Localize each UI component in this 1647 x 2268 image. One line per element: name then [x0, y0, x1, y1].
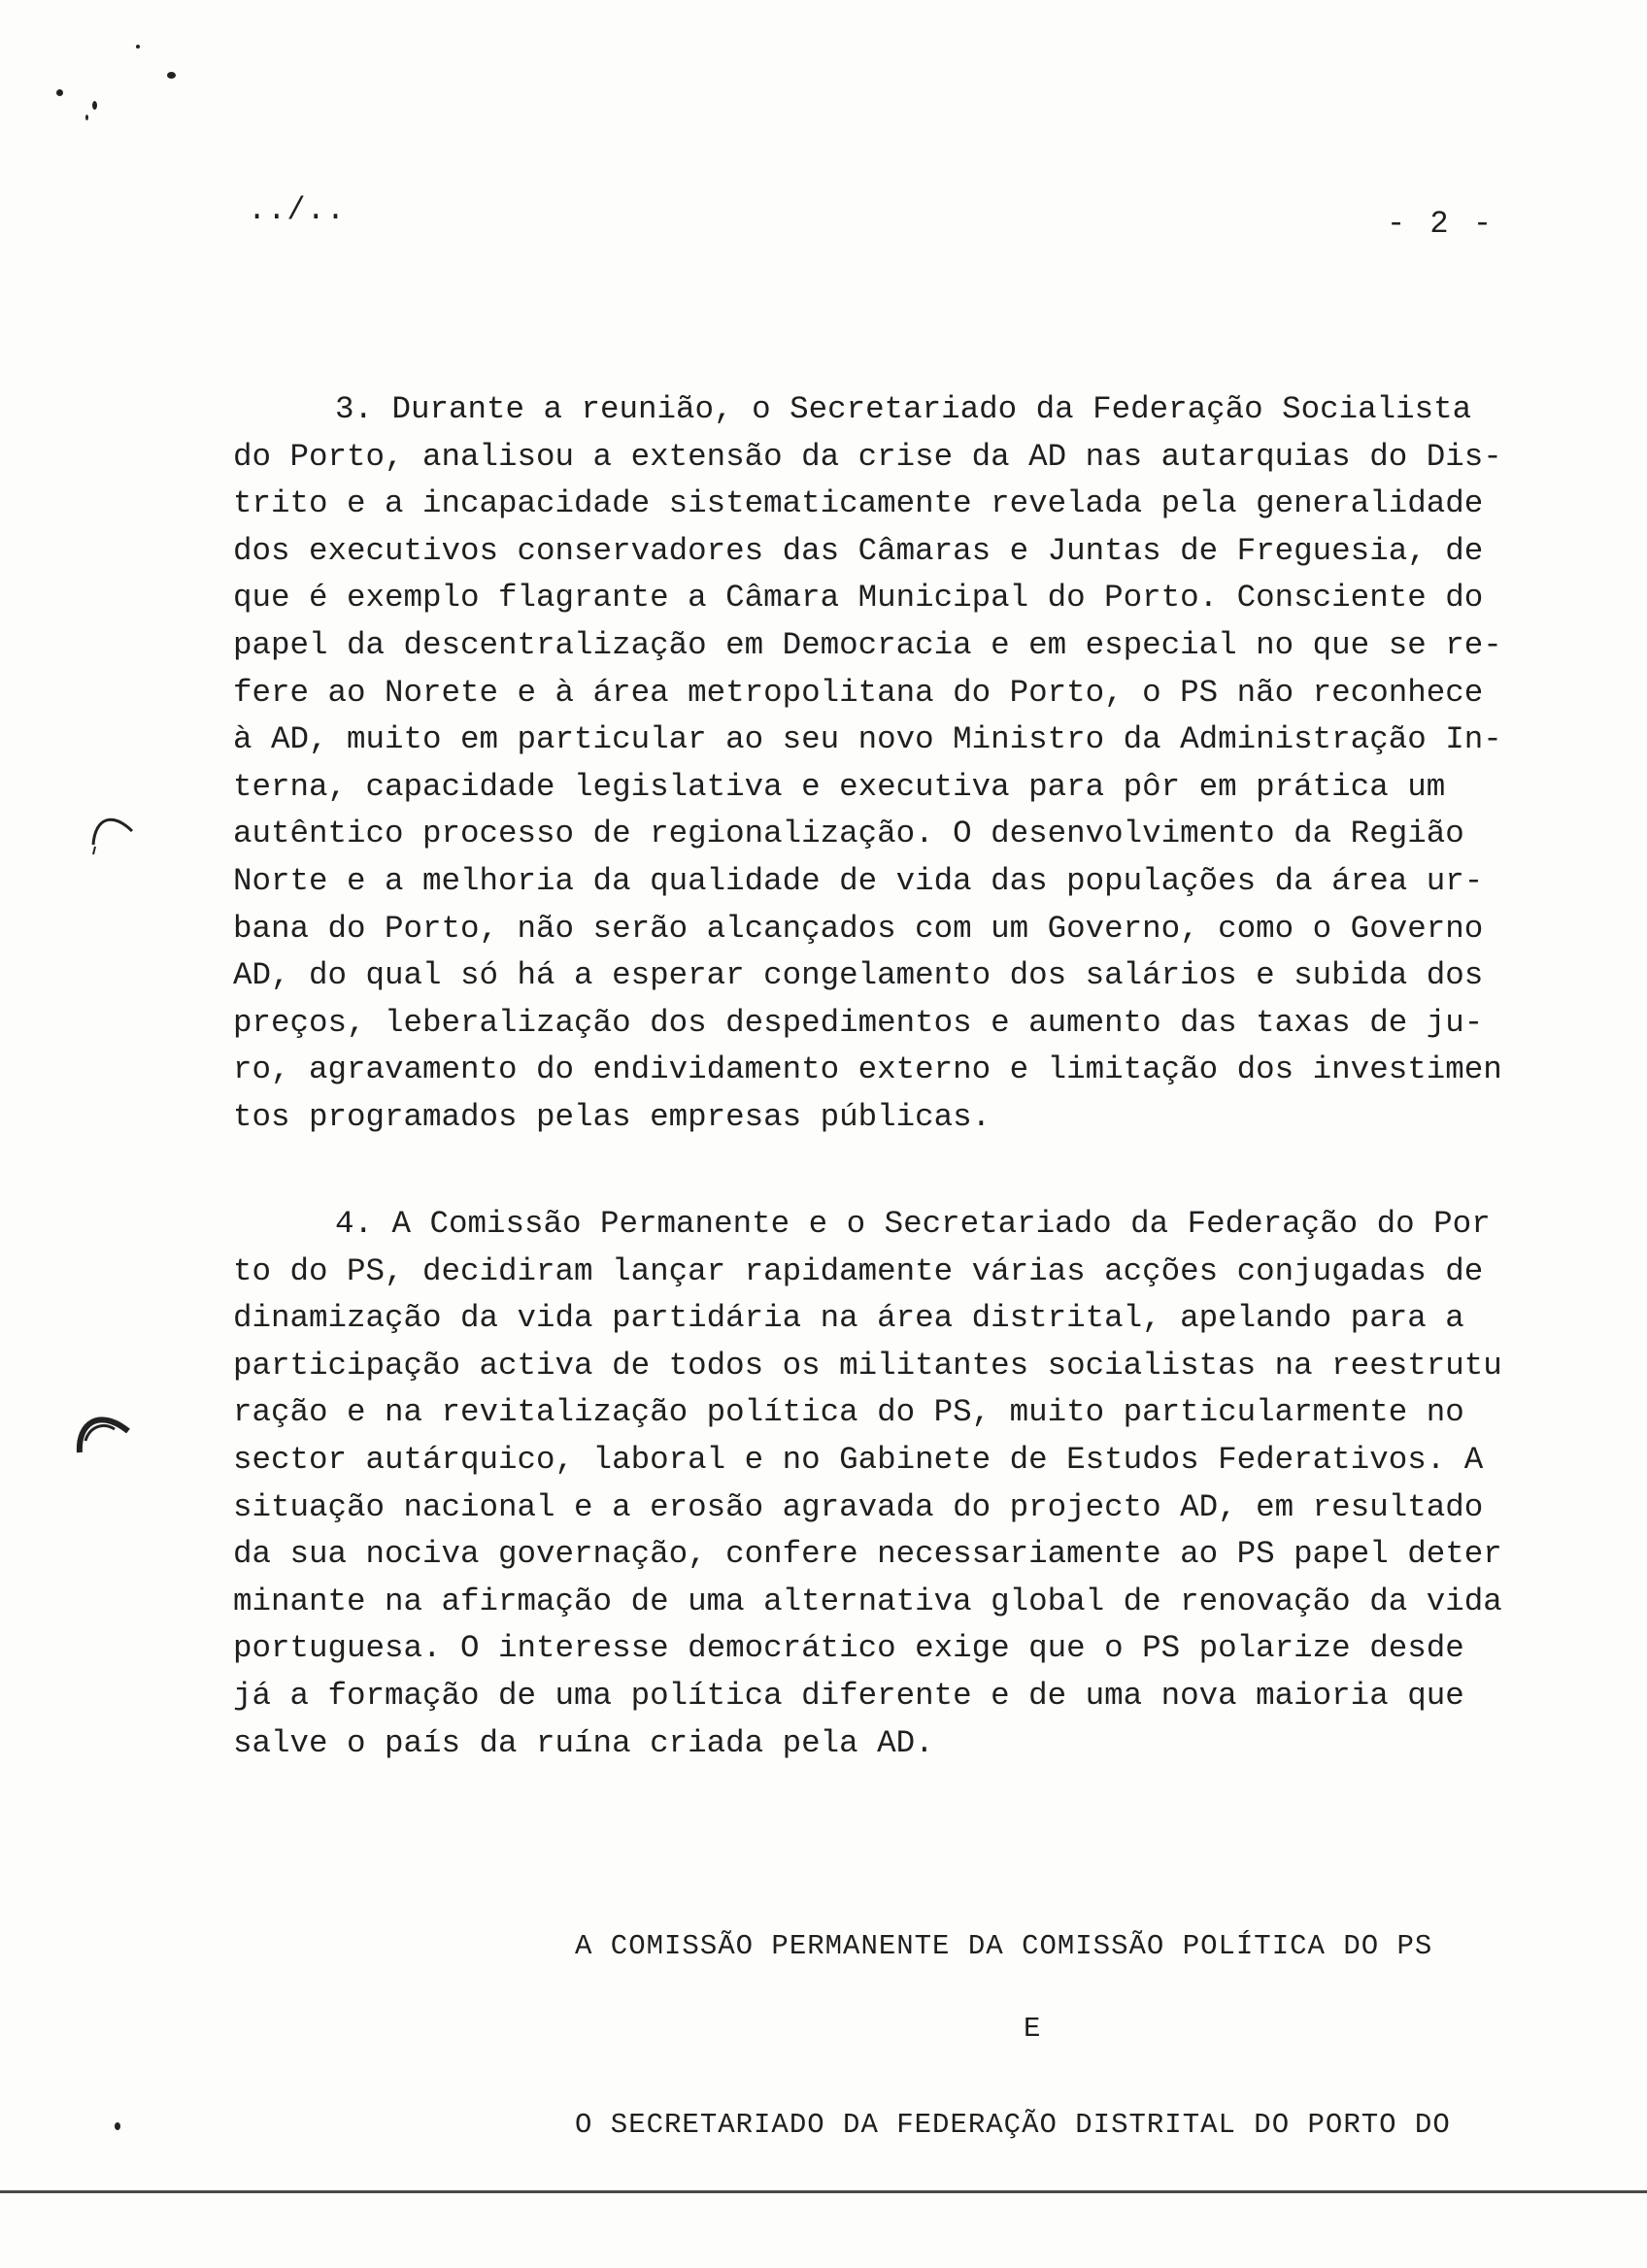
text-line: minante na afirmação de uma alternativa global de renovação da vida [233, 1583, 1502, 1619]
text-line: ração e na revitalização política do PS, muito particularmente no [233, 1394, 1464, 1431]
text-line: à AD, muito em particular ao seu novo Ministro da Administração In- [233, 721, 1502, 758]
text-line: dinamização da vida partidária na área distrital, apelando para a [233, 1300, 1464, 1337]
text-line: já a formação de uma política diferente e de uma nova maioria que [233, 1677, 1464, 1714]
text-line: da sua nociva governação, confere necessariamente ao PS papel deter [233, 1536, 1502, 1573]
signature-line-2: E [1024, 2013, 1042, 2045]
page-number: - 2 - [1387, 206, 1496, 242]
text-line: dos executivos conservadores das Câmaras e Juntas de Freguesia, de [233, 532, 1484, 569]
text-line: 3. Durante a reunião, o Secretariado da Federação Socialista [335, 391, 1472, 427]
text-line: preços, leberalização dos despedimentos e aumento das taxas de ju- [233, 1004, 1484, 1041]
paragraph-4 [233, 1201, 1539, 1767]
paragraph-3 [233, 386, 1539, 1142]
text-line: papel da descentralização em Democracia e em especial no que se re- [233, 626, 1502, 663]
hole-punch-mark [89, 798, 138, 856]
text-line: AD, do qual só há a esperar congelamento dos salários e subida dos [233, 957, 1484, 994]
scan-speck [167, 72, 176, 79]
text-line: terna, capacidade legislativa e executiva para pôr em prática um [233, 768, 1446, 805]
text-line: bana do Porto, não serão alcançados com um Governo, como o Governo [233, 910, 1484, 947]
text-line: to do PS, decidiram lançar rapidamente várias acções conjugadas de [233, 1252, 1484, 1289]
text-line: 4. A Comissão Permanente e o Secretariado da Federação do Por [335, 1206, 1491, 1242]
text-line: tos programados pelas empresas públicas. [233, 1098, 992, 1135]
scan-speck [92, 101, 97, 110]
hole-punch-mark [72, 1402, 134, 1458]
scan-speck [56, 89, 63, 96]
text-line: situação nacional e a erosão agravada do projecto AD, em resultado [233, 1488, 1484, 1525]
text-line: participação activa de todos os militantes socialistas na reestrutu [233, 1347, 1502, 1384]
text-line: portuguesa. O interesse democrático exige que o PS polarize desde [233, 1630, 1464, 1667]
scan-speck [115, 2122, 120, 2130]
signature-line-3: O SECRETARIADO DA FEDERAÇÃO DISTRITAL DO PORTO DO [575, 2109, 1451, 2141]
text-line: trito e a incapacidade sistematicamente revelada pela generalidade [233, 485, 1484, 522]
text-line: autêntico processo de regionalização. O desenvolvimento da Região [233, 816, 1464, 852]
text-line: que é exemplo flagrante a Câmara Municipal do Porto. Consciente do [233, 580, 1484, 617]
scan-speck [136, 45, 140, 49]
text-line: salve o país da ruína criada pela AD. [233, 1724, 934, 1761]
text-line: Norte e a melhoria da qualidade de vida das populações da área ur- [233, 862, 1484, 899]
text-line: do Porto, analisou a extensão da crise da AD nas autarquias do Dis- [233, 438, 1502, 475]
scan-speck [85, 115, 88, 120]
text-line: sector autárquico, laboral e no Gabinete de Estudos Federativos. A [233, 1441, 1484, 1478]
signature-line-1: A COMISSÃO PERMANENTE DA COMISSÃO POLÍTICA DO PS [575, 1930, 1433, 1962]
text-line: fere ao Norete e à área metropolitana do Porto, o PS não reconhece [233, 674, 1484, 711]
bottom-rule [0, 2190, 1647, 2193]
continuation-mark: ../.. [248, 192, 347, 228]
text-line: ro, agravamento do endividamento externo e limitação dos investimen [233, 1051, 1502, 1088]
